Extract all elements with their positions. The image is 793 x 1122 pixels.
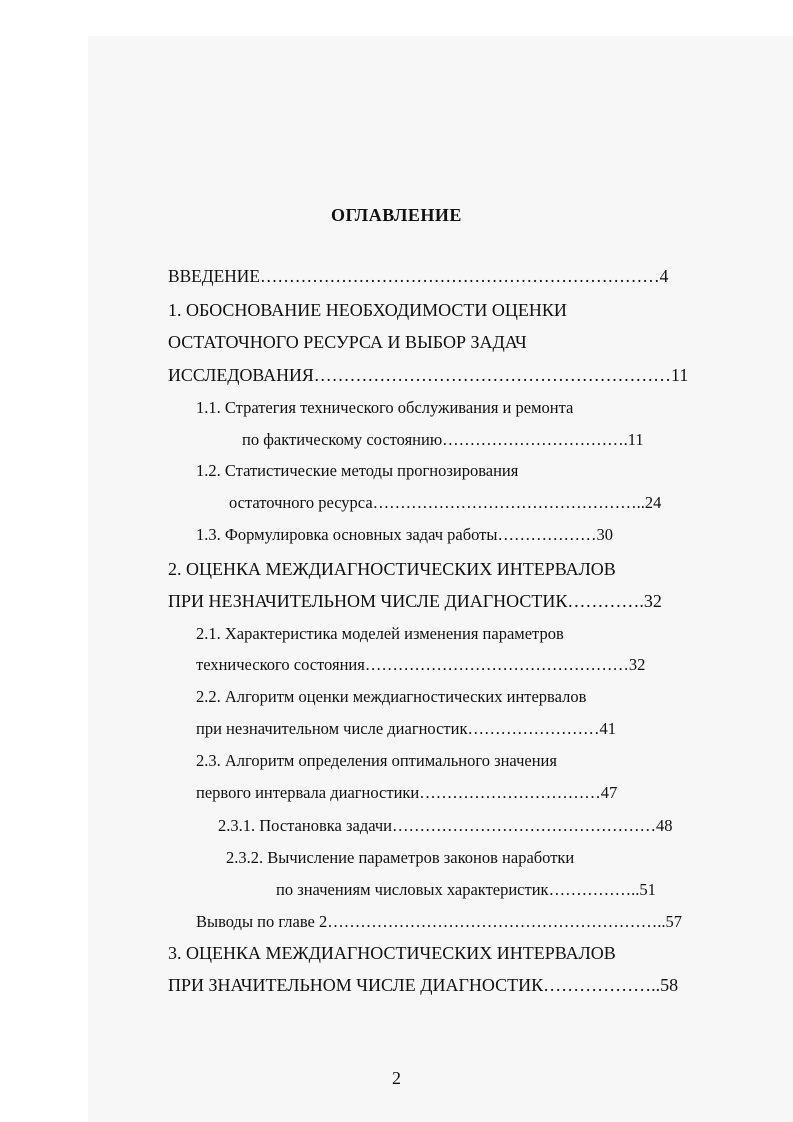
toc-entry-1-2-line-2: остаточного ресурса…………………………………………..24 [229, 493, 662, 512]
toc-entry-chapter-3-line-1: 3. ОЦЕНКА МЕЖДИАГНОСТИЧЕСКИХ ИНТЕРВАЛОВ [168, 943, 616, 963]
toc-entry-2-2-line-2: при незначительном числе диагностик……………………41 [196, 719, 616, 738]
toc-entry-chapter-2-line-2: ПРИ НЕЗНАЧИТЕЛЬНОМ ЧИСЛЕ ДИАГНОСТИК………….32 [168, 591, 662, 611]
page-number: 2 [392, 1068, 401, 1088]
toc-entry-chapter-1-line-1: 1. ОБОСНОВАНИЕ НЕОБХОДИМОСТИ ОЦЕНКИ [168, 300, 567, 320]
toc-entry-1-1-line-2: по фактическому состоянию…………………………….11 [242, 430, 644, 449]
toc-entry-2-2-line-1: 2.2. Алгоритм оценки междиагностических интервалов [196, 687, 587, 706]
page-title: ОГЛАВЛЕНИЕ [331, 205, 462, 225]
toc-entry-2-1-line-1: 2.1. Характеристика моделей изменения параметров [196, 624, 564, 643]
toc-entry-2-1-line-2: технического состояния…………………………………………32 [196, 655, 646, 674]
toc-entry-2-3-1: 2.3.1. Постановка задачи…………………………………………48 [218, 816, 673, 835]
toc-entry-1-3: 1.3. Формулировка основных задач работы………………30 [196, 525, 613, 544]
toc-entry-chapter-2-line-1: 2. ОЦЕНКА МЕЖДИАГНОСТИЧЕСКИХ ИНТЕРВАЛОВ [168, 559, 616, 579]
toc-entry-chapter-2-conclusions: Выводы по главе 2……………………………………………………..57 [196, 912, 682, 931]
toc-entry-2-3-line-1: 2.3. Алгоритм определения оптимального значения [196, 751, 557, 770]
toc-entry-2-3-line-2: первого интервала диагностики……………………………47 [196, 783, 618, 802]
toc-entry-2-3-2-line-2: по значениям числовых характеристик……………..51 [276, 880, 656, 899]
toc-entry-introduction: ВВЕДЕНИЕ……………………………………………………………4 [168, 266, 669, 286]
toc-entry-1-1-line-1: 1.1. Стратегия технического обслуживания и ремонта [196, 398, 574, 417]
toc-entry-1-2-line-1: 1.2. Статистические методы прогнозирования [196, 461, 519, 480]
toc-entry-chapter-1-line-2: ОСТАТОЧНОГО РЕСУРСА И ВЫБОР ЗАДАЧ [168, 332, 527, 352]
toc-entry-chapter-3-line-2: ПРИ ЗНАЧИТЕЛЬНОМ ЧИСЛЕ ДИАГНОСТИК………………..58 [168, 975, 679, 995]
toc-entry-chapter-1-line-3: ИССЛЕДОВАНИЯ……………………………………………………11 [168, 365, 689, 385]
toc-entry-2-3-2-line-1: 2.3.2. Вычисление параметров законов наработки [226, 848, 575, 867]
